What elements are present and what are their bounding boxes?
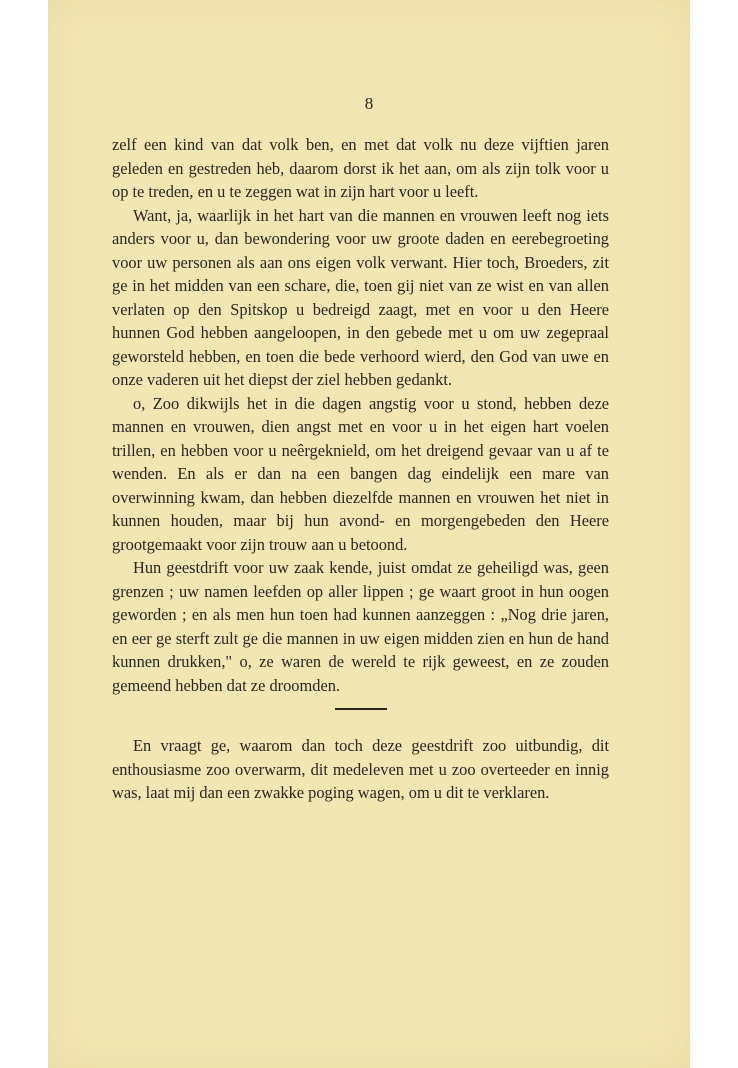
book-page: [48, 0, 690, 1068]
section-separator: [335, 708, 387, 710]
body-text: [112, 133, 609, 805]
paragraph: En vraagt ge, waarom dan toch deze geestdrift zoo uitbundig, dit enthousiasme zoo overwarm, dit medeleven met u zoo overteeder en innig was, laat mij dan een zwakke poging wagen, om u dit te verklaren.: [112, 736, 609, 802]
paragraph: Want, ja, waarlijk in het hart van die mannen en vrouwen leeft nog iets anders voor u, dan bewondering voor uw groote daden en eerebegroeting voor uw personen als aan ons eigen volk verwant. Hier toch, Broeders, zit ge in het midden van een schare, die, toen gij niet van ze wist en van allen verlaten op den Spitskop u bedreigd zaagt, met en voor u den Heere hunnen God hebben aangeloopen, in den gebede met u om uw zegepraal geworsteld hebben, en toen die bede verhoord wierd, den God van uwe en onze vaderen uit het diepst der ziel hebben gedankt.: [112, 205, 609, 389]
paragraph: o, Zoo dikwijls het in die dagen angstig voor u stond, hebben deze mannen en vrouwen, dien angst met en voor u in het eigen hart voelen trillen, en hebben voor u neêrgeknield, om het dreigend gevaar van u af te wenden. En als er dan na een bangen dag eindelijk een mare van overwinning kwam, dan hebben diezelfde mannen en vrouwen het niet in kunnen houden, maar bij hun avond- en morgengebeden den Heere grootgemaakt voor zijn trouw aan u betoond.: [112, 393, 609, 554]
paragraph: Hun geestdrift voor uw zaak kende, juist omdat ze geheiligd was, geen grenzen ; uw namen leefden op aller lippen ; ge waart groot in hun oogen geworden ; en als men hun toen had kunnen aanzeggen : „Nog drie jaren, en eer ge sterft zult ge die mannen in uw eigen midden zien en hun de hand kunnen drukken," o, ze waren de wereld te rijk geweest, en ze zouden gemeend hebben dat ze droomden.: [112, 558, 609, 695]
paragraph: zelf een kind van dat volk ben, en met dat volk nu deze vijftien jaren geleden en gestreden heb, daarom dorst ik het aan, om als zijn tolk voor u op te treden, en u te zeggen wat in zijn hart voor u leeft.: [112, 135, 609, 201]
page-number: 8: [364, 94, 374, 113]
